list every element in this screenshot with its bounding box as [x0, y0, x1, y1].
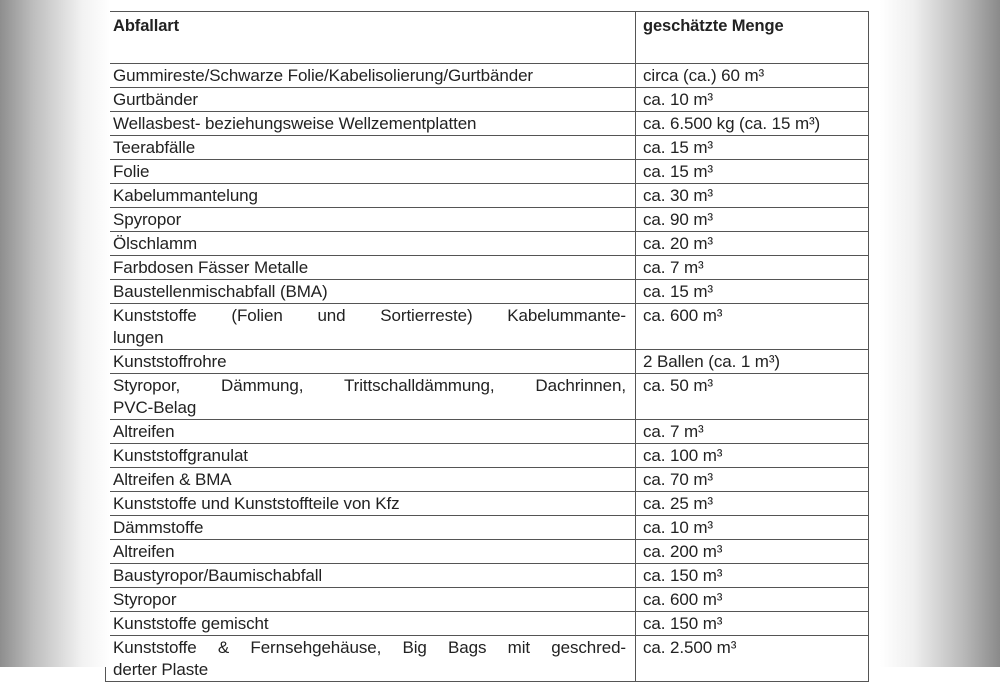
table-header-row [106, 12, 869, 64]
waste-type-cell: Kunststoffrohre [106, 350, 636, 374]
waste-type-cell: Folie [106, 160, 636, 184]
table-row [106, 64, 869, 88]
estimated-amount-cell: ca. 6.500 kg (ca. 15 m³) [636, 112, 869, 136]
waste-type-cell: Altreifen [106, 420, 636, 444]
waste-type-cell: Kunststoffe und Kunststoffteile von Kfz [106, 492, 636, 516]
header-waste-type: Abfallart [106, 12, 636, 64]
estimated-amount-cell: ca. 15 m³ [636, 280, 869, 304]
waste-type-cell: Altreifen [106, 540, 636, 564]
estimated-amount-cell: ca. 20 m³ [636, 232, 869, 256]
waste-type-cell: Kunststoffgranulat [106, 444, 636, 468]
table-row [106, 636, 869, 682]
table-row [106, 564, 869, 588]
estimated-amount-cell: ca. 15 m³ [636, 160, 869, 184]
estimated-amount-cell: ca. 90 m³ [636, 208, 869, 232]
table-body [106, 64, 869, 682]
table-row [106, 492, 869, 516]
estimated-amount-cell: ca. 10 m³ [636, 516, 869, 540]
estimated-amount-cell: ca. 25 m³ [636, 492, 869, 516]
waste-type-cell: Kunststoffe gemischt [106, 612, 636, 636]
estimated-amount-cell: ca. 7 m³ [636, 420, 869, 444]
waste-type-cell: Ölschlamm [106, 232, 636, 256]
table-row [106, 612, 869, 636]
waste-type-cell: Gummireste/Schwarze Folie/Kabelisolierung/Gurtbänder [106, 64, 636, 88]
estimated-amount-cell: ca. 150 m³ [636, 564, 869, 588]
waste-type-cell: Farbdosen Fässer Metalle [106, 256, 636, 280]
table-row [106, 540, 869, 564]
header-estimated-amount: geschätzte Menge [636, 12, 869, 64]
estimated-amount-cell: ca. 100 m³ [636, 444, 869, 468]
estimated-amount-cell: ca. 70 m³ [636, 468, 869, 492]
table-row [106, 256, 869, 280]
table-row [106, 88, 869, 112]
waste-type-cell: Styropor [106, 588, 636, 612]
waste-type-cell: Kunststoffe & Fernsehgehäuse, Big Bags mit geschred- derter Plaste [106, 636, 636, 682]
table-row [106, 374, 869, 420]
estimated-amount-cell: ca. 600 m³ [636, 304, 869, 350]
table-row [106, 184, 869, 208]
waste-table [105, 11, 869, 682]
waste-type-cell: Altreifen & BMA [106, 468, 636, 492]
table-row [106, 444, 869, 468]
waste-type-cell: Gurtbänder [106, 88, 636, 112]
table-row [106, 588, 869, 612]
waste-type-cell: Baustellenmischabfall (BMA) [106, 280, 636, 304]
table-row [106, 350, 869, 374]
waste-type-cell: Styropor, Dämmung, Trittschalldämmung, Dachrinnen, PVC-Belag [106, 374, 636, 420]
table-row [106, 160, 869, 184]
table-row [106, 516, 869, 540]
estimated-amount-cell: ca. 600 m³ [636, 588, 869, 612]
table-row [106, 468, 869, 492]
table-row [106, 208, 869, 232]
estimated-amount-cell: ca. 7 m³ [636, 256, 869, 280]
waste-type-cell: Teerabfälle [106, 136, 636, 160]
estimated-amount-cell: 2 Ballen (ca. 1 m³) [636, 350, 869, 374]
estimated-amount-cell: ca. 30 m³ [636, 184, 869, 208]
estimated-amount-cell: ca. 2.500 m³ [636, 636, 869, 682]
waste-type-cell: Kunststoffe (Folien und Sortierreste) Kabelummante- lungen [106, 304, 636, 350]
table-row [106, 136, 869, 160]
table-row [106, 112, 869, 136]
table-row [106, 304, 869, 350]
estimated-amount-cell: ca. 150 m³ [636, 612, 869, 636]
estimated-amount-cell: circa (ca.) 60 m³ [636, 64, 869, 88]
estimated-amount-cell: ca. 200 m³ [636, 540, 869, 564]
waste-type-cell: Baustyropor/Baumischabfall [106, 564, 636, 588]
estimated-amount-cell: ca. 15 m³ [636, 136, 869, 160]
estimated-amount-cell: ca. 50 m³ [636, 374, 869, 420]
waste-type-cell: Wellasbest- beziehungsweise Wellzementplatten [106, 112, 636, 136]
waste-type-cell: Spyropor [106, 208, 636, 232]
waste-type-cell: Kabelummantelung [106, 184, 636, 208]
waste-type-cell: Dämmstoffe [106, 516, 636, 540]
table-row [106, 420, 869, 444]
estimated-amount-cell: ca. 10 m³ [636, 88, 869, 112]
table-row [106, 232, 869, 256]
table-row [106, 280, 869, 304]
